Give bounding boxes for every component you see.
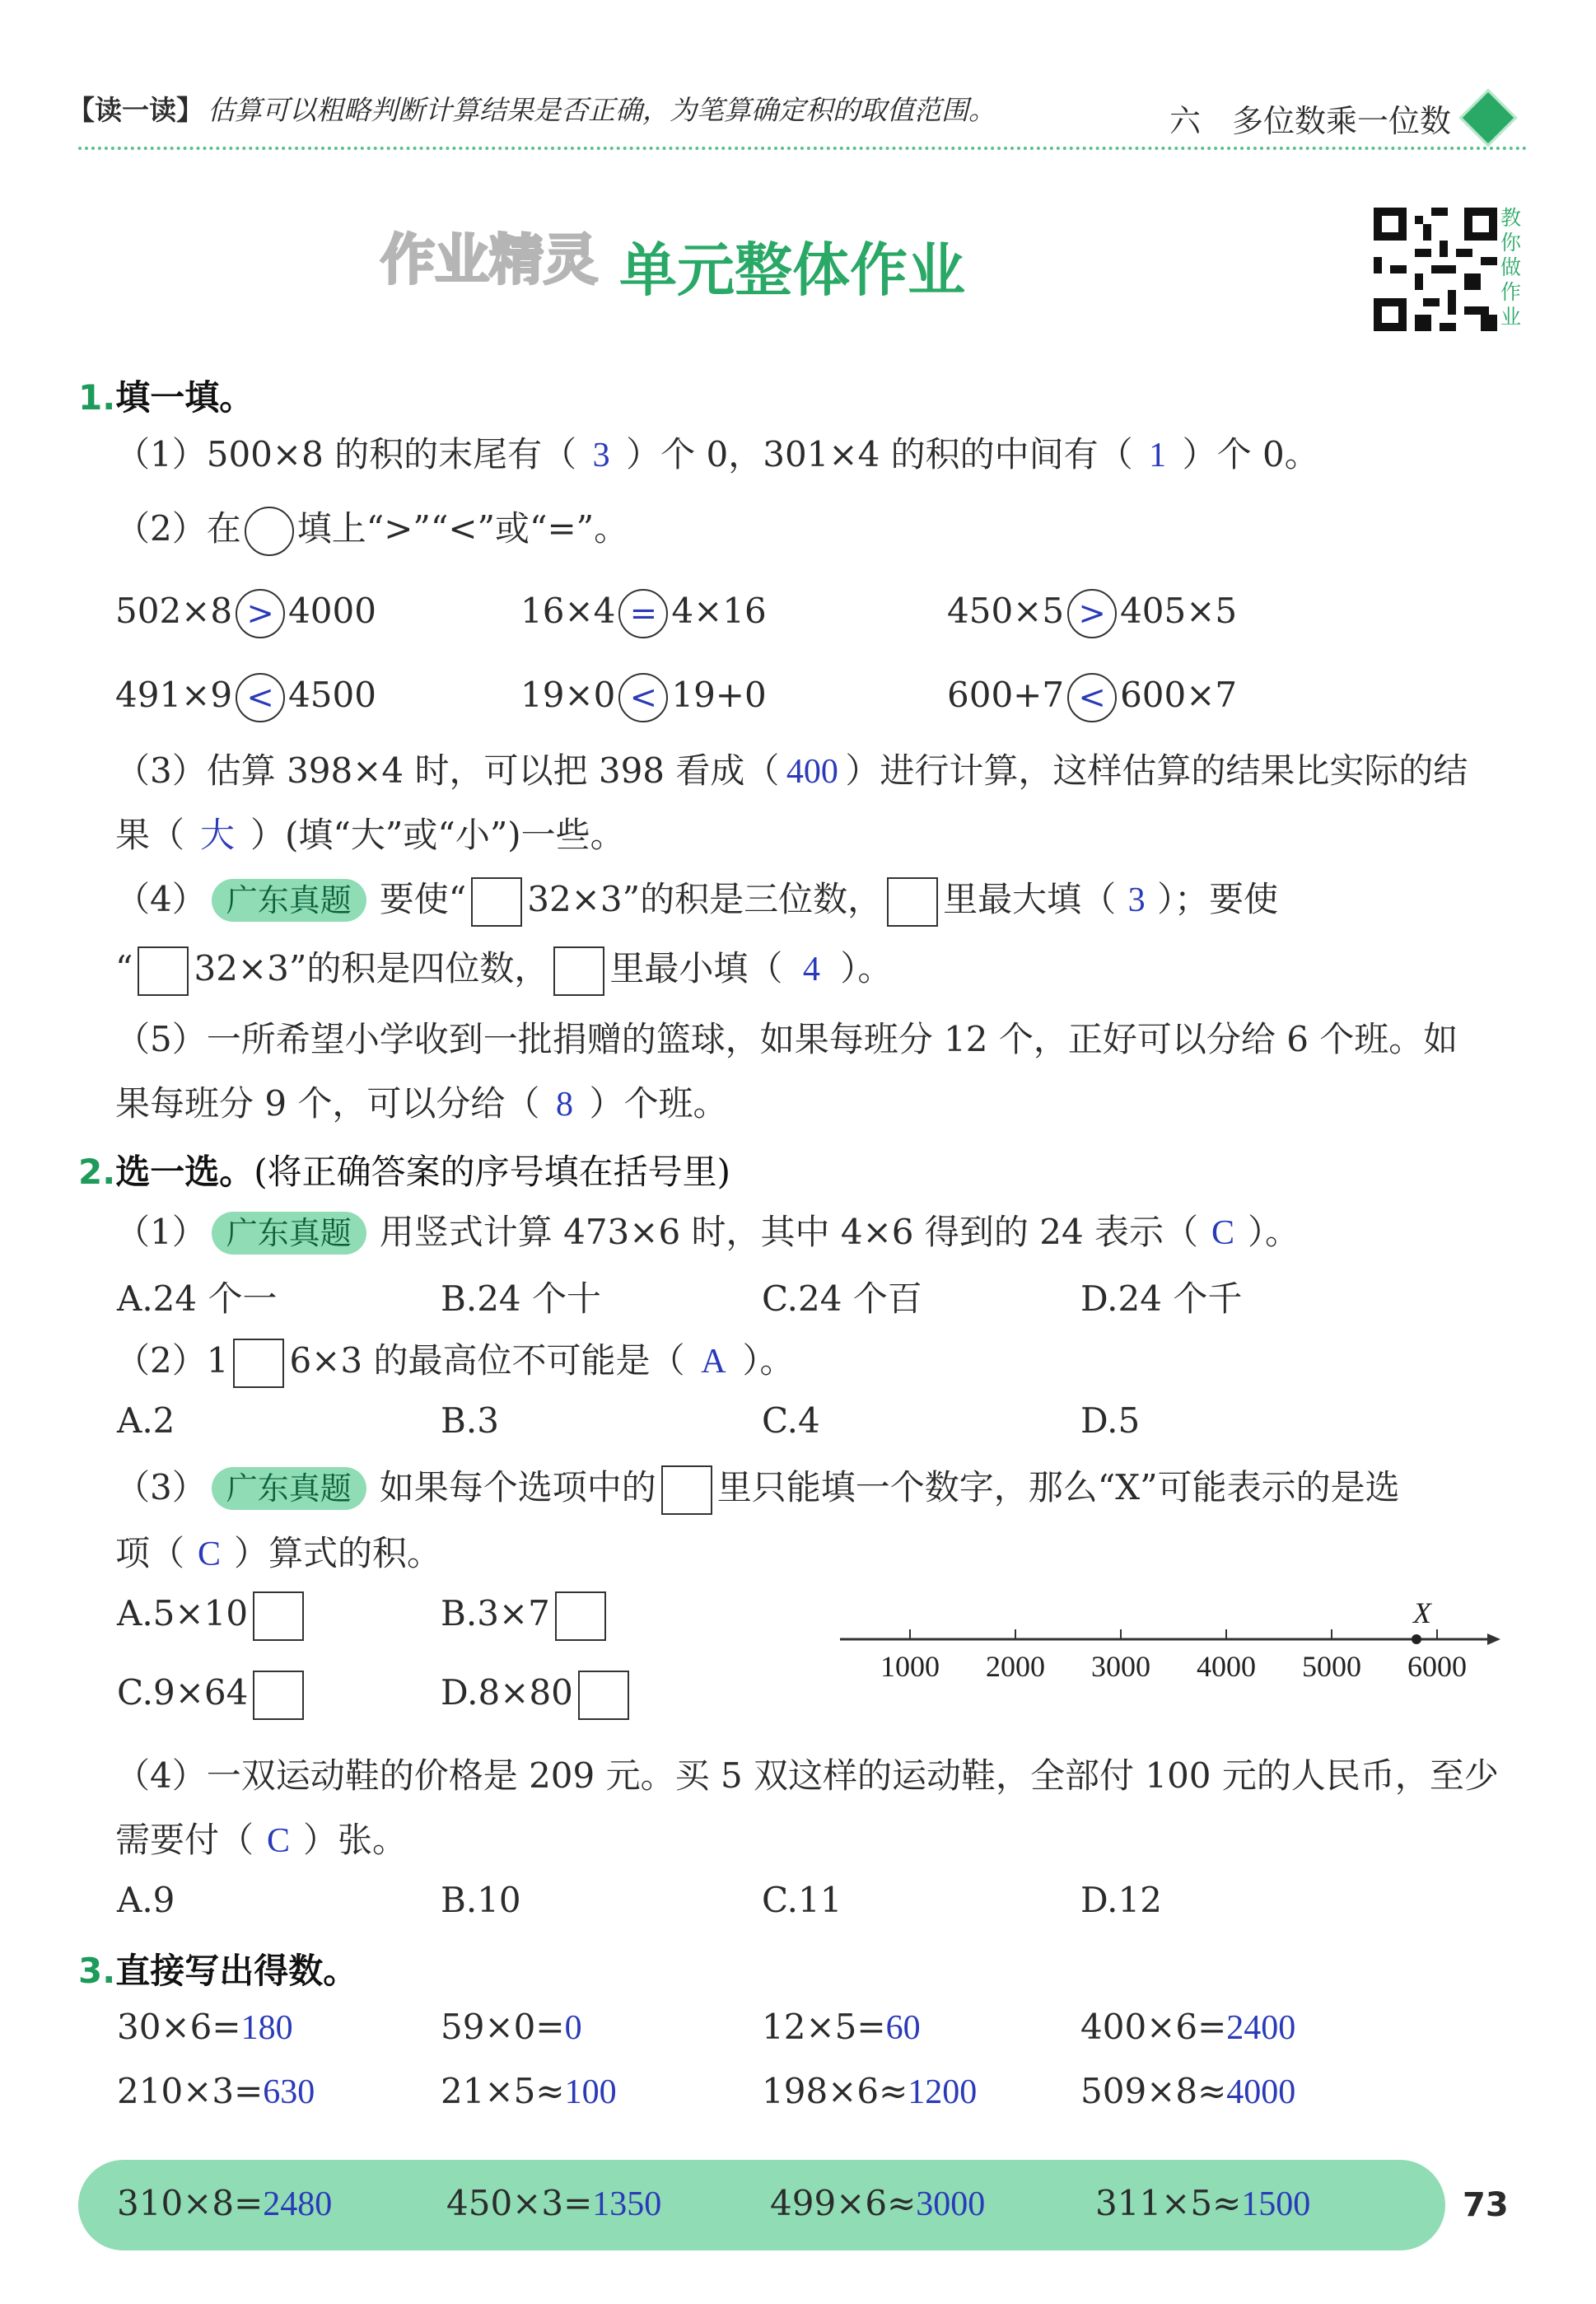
chapter-title: 六 多位数乘一位数 (1169, 103, 1452, 139)
q2p1-text-a: （1） (115, 1212, 207, 1252)
q1p1-answer-2[interactable]: 1 (1149, 437, 1167, 474)
calc-answer[interactable]: 1200 (908, 2073, 978, 2111)
q2-note: (将正确答案的序号填在括号里) (254, 1152, 730, 1192)
option-c-label: C.9×64 (117, 1672, 249, 1713)
compare-left: 502×8 (115, 591, 233, 631)
digit-box[interactable] (887, 877, 938, 927)
q3-heading (78, 1944, 357, 1993)
q1-part2 (115, 504, 1526, 556)
option-d[interactable]: D.24 个千 (1080, 1278, 1243, 1319)
calc-item (117, 2183, 332, 2224)
compare-right: 19+0 (671, 675, 767, 715)
q1p3-answer-2[interactable]: 大 (200, 817, 236, 855)
q1-part5-cont (115, 1079, 1526, 1129)
q1p2-text-b: 填上“>”“<”或“=”。 (296, 508, 629, 549)
q2p1-answer[interactable]: C (1211, 1214, 1235, 1252)
q2-title: 选一选。 (115, 1152, 254, 1192)
q2p1-text-b: 用竖式计算 473×6 时，其中 4×6 得到的 24 表示（ (379, 1212, 1199, 1252)
diamond-icon (1459, 89, 1518, 147)
q2-part1 (115, 1208, 1526, 1258)
compare-answer-circle[interactable]: < (236, 673, 285, 722)
q2p4-text-b: 需要付（ (115, 1820, 254, 1860)
q2p4-text-c: ）张。 (303, 1820, 408, 1860)
calc-expression: 198×6≈ (762, 2071, 908, 2111)
axis-tick-label: 2000 (986, 1650, 1045, 1683)
q1p3-text-b: ）进行计算，这样估算的结果比实际的结 (845, 750, 1468, 791)
q2-part3 (115, 1463, 1526, 1515)
q2p3-text-b: 如果每个选项中的 (379, 1467, 656, 1507)
q1-part4-cont (115, 944, 1526, 996)
q1p1-text-a: （1）500×8 的积的末尾有（ (115, 434, 577, 474)
number-line (832, 1594, 1515, 1693)
compare-item (115, 673, 376, 722)
q2p2-text-a: （2）1 (115, 1340, 229, 1381)
calc-item (1080, 2071, 1295, 2112)
calc-answer[interactable]: 60 (885, 2009, 921, 2047)
compare-right: 600×7 (1120, 675, 1238, 715)
option-c[interactable]: C.24 个百 (762, 1278, 922, 1319)
calc-answer[interactable]: 1500 (1241, 2185, 1311, 2223)
calc-expression: 12×5= (762, 2007, 886, 2047)
q1p1-text-b: ）个 0，301×4 的积的中间有（ (626, 434, 1133, 474)
calc-expression: 30×6= (117, 2007, 241, 2047)
compare-left: 600+7 (947, 675, 1065, 715)
q1-part3-cont (115, 811, 1526, 861)
q1p4-text-c: 32×3”的积是三位数， (527, 879, 883, 919)
calc-answer[interactable]: 100 (564, 2073, 617, 2111)
compare-left: 19×0 (520, 675, 616, 715)
q1-number: 1. (78, 377, 116, 418)
option-a-label: A.5×10 (117, 1593, 249, 1633)
calc-item (762, 2007, 921, 2048)
compare-answer-circle[interactable]: > (1067, 589, 1117, 638)
calc-expression: 311×5≈ (1095, 2183, 1242, 2223)
option-d[interactable]: D.12 (1080, 1880, 1162, 1920)
calc-item (441, 2007, 582, 2048)
q1-part1 (115, 430, 1526, 480)
q2p3-text-c: 里只能填一个数字，那么“X”可能表示的是选 (716, 1467, 1400, 1507)
axis-tick-label: 3000 (1091, 1650, 1150, 1683)
option-b[interactable]: B.24 个十 (441, 1278, 602, 1319)
calc-answer[interactable]: 4000 (1226, 2073, 1296, 2111)
calc-expression: 499×6≈ (770, 2183, 917, 2223)
q1p4-text-b: 要使“ (379, 879, 467, 919)
compare-answer-circle[interactable]: > (236, 589, 285, 638)
option-c[interactable]: C.4 (762, 1400, 820, 1441)
calc-item (1080, 2007, 1295, 2048)
compare-left: 491×9 (115, 675, 233, 715)
digit-box[interactable] (553, 946, 604, 996)
region-tag: 广东真题 (212, 879, 366, 922)
calc-answer[interactable]: 3000 (916, 2185, 986, 2223)
logo-text: 作业精灵 (380, 228, 598, 292)
q2-part3-cont (115, 1529, 1526, 1579)
option-b[interactable]: B.3 (441, 1400, 499, 1441)
compare-answer-circle[interactable]: < (1067, 673, 1117, 722)
q1p2-text-a: （2）在 (115, 508, 241, 549)
q1p5-text-a: （5）一所希望小学收到一批捐赠的篮球，如果每班分 12 个，正好可以分给 6 个班。如 (115, 1019, 1458, 1059)
q1p1-text-c: ）个 0。 (1182, 434, 1319, 474)
compare-right: 4500 (288, 675, 376, 715)
page-title: 单元整体作业 (619, 236, 965, 304)
calc-item (446, 2183, 661, 2224)
q1p1-answer-1[interactable]: 3 (592, 437, 610, 474)
calc-answer[interactable]: 2480 (263, 2185, 333, 2223)
option-a[interactable]: A.9 (117, 1880, 175, 1920)
axis-tick-label: 1000 (880, 1650, 940, 1683)
axis-tick-label: 6000 (1407, 1650, 1467, 1683)
q1p4-answer-2[interactable]: 4 (802, 951, 820, 988)
q2p2-answer[interactable]: A (701, 1343, 726, 1381)
point-x-label: X (1413, 1596, 1431, 1629)
digit-box[interactable] (253, 1591, 304, 1641)
page-number: 73 (1463, 2186, 1509, 2224)
option-c[interactable]: C.11 (762, 1880, 842, 1920)
compare-item (947, 589, 1237, 638)
compare-item (520, 589, 767, 638)
option-b[interactable]: B.10 (441, 1880, 521, 1920)
arrow-right-icon (1487, 1633, 1500, 1645)
digit-box[interactable] (233, 1339, 284, 1388)
compare-left: 16×4 (520, 591, 616, 631)
q2-part2 (115, 1336, 1526, 1388)
calc-answer[interactable]: 2400 (1226, 2009, 1296, 2047)
q2p2-text-c: ）。 (742, 1340, 795, 1381)
q2-heading (78, 1145, 730, 1194)
calc-item (117, 2007, 293, 2048)
point-x (1412, 1634, 1421, 1644)
calc-expression: 210×3= (117, 2071, 264, 2111)
read-text: 估算可以粗略判断计算结果是否正确，为笔算确定积的取值范围。 (208, 94, 996, 126)
calc-answer[interactable]: 0 (564, 2009, 582, 2047)
option-a[interactable]: A.24 个一 (117, 1278, 278, 1319)
q1-heading (78, 371, 254, 420)
calc-answer[interactable]: 630 (263, 2073, 315, 2111)
calc-expression: 21×5≈ (441, 2071, 565, 2111)
calc-item (441, 2071, 617, 2112)
digit-box[interactable] (578, 1671, 629, 1720)
compare-right: 405×5 (1120, 591, 1238, 631)
compare-answer-circle[interactable]: = (618, 589, 668, 638)
q2p4-text-a: （4）一双运动鞋的价格是 209 元。买 5 双这样的运动鞋，全部付 100 元的人民币，至少 (115, 1755, 1499, 1796)
digit-box[interactable] (471, 877, 522, 927)
calc-expression: 509×8≈ (1080, 2071, 1227, 2111)
qr-code-icon[interactable] (1374, 208, 1497, 331)
q1p4-text-i: ）。 (840, 948, 893, 988)
q2p3-text-a: （3） (115, 1467, 207, 1507)
compare-answer-circle[interactable]: < (618, 673, 668, 722)
calc-expression: 400×6= (1080, 2007, 1227, 2047)
compare-right: 4×16 (671, 591, 767, 631)
q2p3-text-e: ）算式的积。 (234, 1533, 442, 1573)
q3-number: 3. (78, 1951, 116, 1991)
q3-title: 直接写出得数。 (115, 1951, 358, 1991)
region-tag: 广东真题 (212, 1467, 366, 1510)
option-b[interactable] (441, 1591, 611, 1641)
q1-part4 (115, 875, 1526, 927)
digit-box[interactable] (661, 1465, 712, 1515)
compare-left: 450×5 (947, 591, 1065, 631)
axis-tick-label: 4000 (1197, 1650, 1256, 1683)
q1p4-text-a: （4） (115, 879, 207, 919)
q1p5-answer[interactable]: 8 (555, 1086, 573, 1124)
q2p1-text-c: ）。 (1248, 1212, 1300, 1252)
q2-part4 (115, 1751, 1526, 1801)
q1p3-text-d: ）(填“大”或“小”)一些。 (250, 815, 625, 855)
option-c[interactable] (117, 1671, 309, 1720)
calc-expression: 59×0= (441, 2007, 565, 2047)
compare-item (947, 673, 1237, 722)
q2-number: 2. (78, 1152, 116, 1192)
calc-expression: 310×8= (117, 2183, 264, 2223)
calc-item (762, 2071, 977, 2112)
digit-box[interactable] (138, 946, 189, 996)
calc-item (770, 2183, 985, 2224)
digit-box[interactable] (555, 1591, 606, 1641)
header-divider (78, 147, 1528, 150)
option-a[interactable]: A.2 (117, 1400, 175, 1441)
q1p4-text-h: 里最小填（ (609, 948, 783, 988)
option-a[interactable] (117, 1591, 309, 1641)
q1-part5 (115, 1015, 1526, 1064)
axis-tick-label: 5000 (1302, 1650, 1361, 1683)
calc-expression: 450×3= (446, 2183, 593, 2223)
q2p2-text-b: 6×3 的最高位不可能是（ (289, 1340, 685, 1381)
option-d[interactable] (441, 1671, 634, 1720)
calc-item (1095, 2183, 1310, 2224)
compare-right: 4000 (288, 591, 376, 631)
digit-box[interactable] (253, 1671, 304, 1720)
q1p5-text-c: ）个班。 (589, 1083, 728, 1124)
q1p4-text-f: “ (115, 948, 133, 988)
q1-part3 (115, 746, 1526, 797)
option-b-label: B.3×7 (441, 1593, 550, 1633)
q1p3-text-c: 果（ (115, 815, 185, 855)
q2-part4-cont (115, 1816, 1526, 1866)
q1-title: 填一填。 (115, 377, 254, 418)
q1p4-text-d: 里最大填（ (943, 879, 1117, 919)
q2p3-answer[interactable]: C (198, 1535, 222, 1573)
empty-circle-icon (245, 507, 294, 556)
q2p4-answer[interactable]: C (267, 1822, 291, 1860)
calc-answer[interactable]: 180 (240, 2009, 293, 2047)
compare-item (520, 673, 767, 722)
q1p5-text-b: 果每班分 9 个，可以分给（ (115, 1083, 540, 1124)
qr-caption: 教你做作业 (1500, 206, 1522, 329)
option-d[interactable]: D.5 (1080, 1400, 1141, 1441)
q1p4-answer-1[interactable]: 3 (1127, 881, 1146, 919)
compare-item (115, 589, 376, 638)
calc-answer[interactable]: 1350 (592, 2185, 662, 2223)
region-tag: 广东真题 (212, 1212, 366, 1255)
q1p3-answer-1[interactable]: 400 (786, 753, 838, 791)
q2p3-text-d: 项（ (115, 1533, 185, 1573)
q1p4-text-e: ）；要使 (1157, 879, 1279, 919)
option-d-label: D.8×80 (441, 1672, 573, 1713)
read-label: 【读一读】 (68, 94, 203, 126)
q1p3-text-a: （3）估算 398×4 时，可以把 398 看成（ (115, 750, 780, 791)
q1p4-text-g: 32×3”的积是四位数， (194, 948, 549, 988)
calc-item (117, 2071, 315, 2112)
